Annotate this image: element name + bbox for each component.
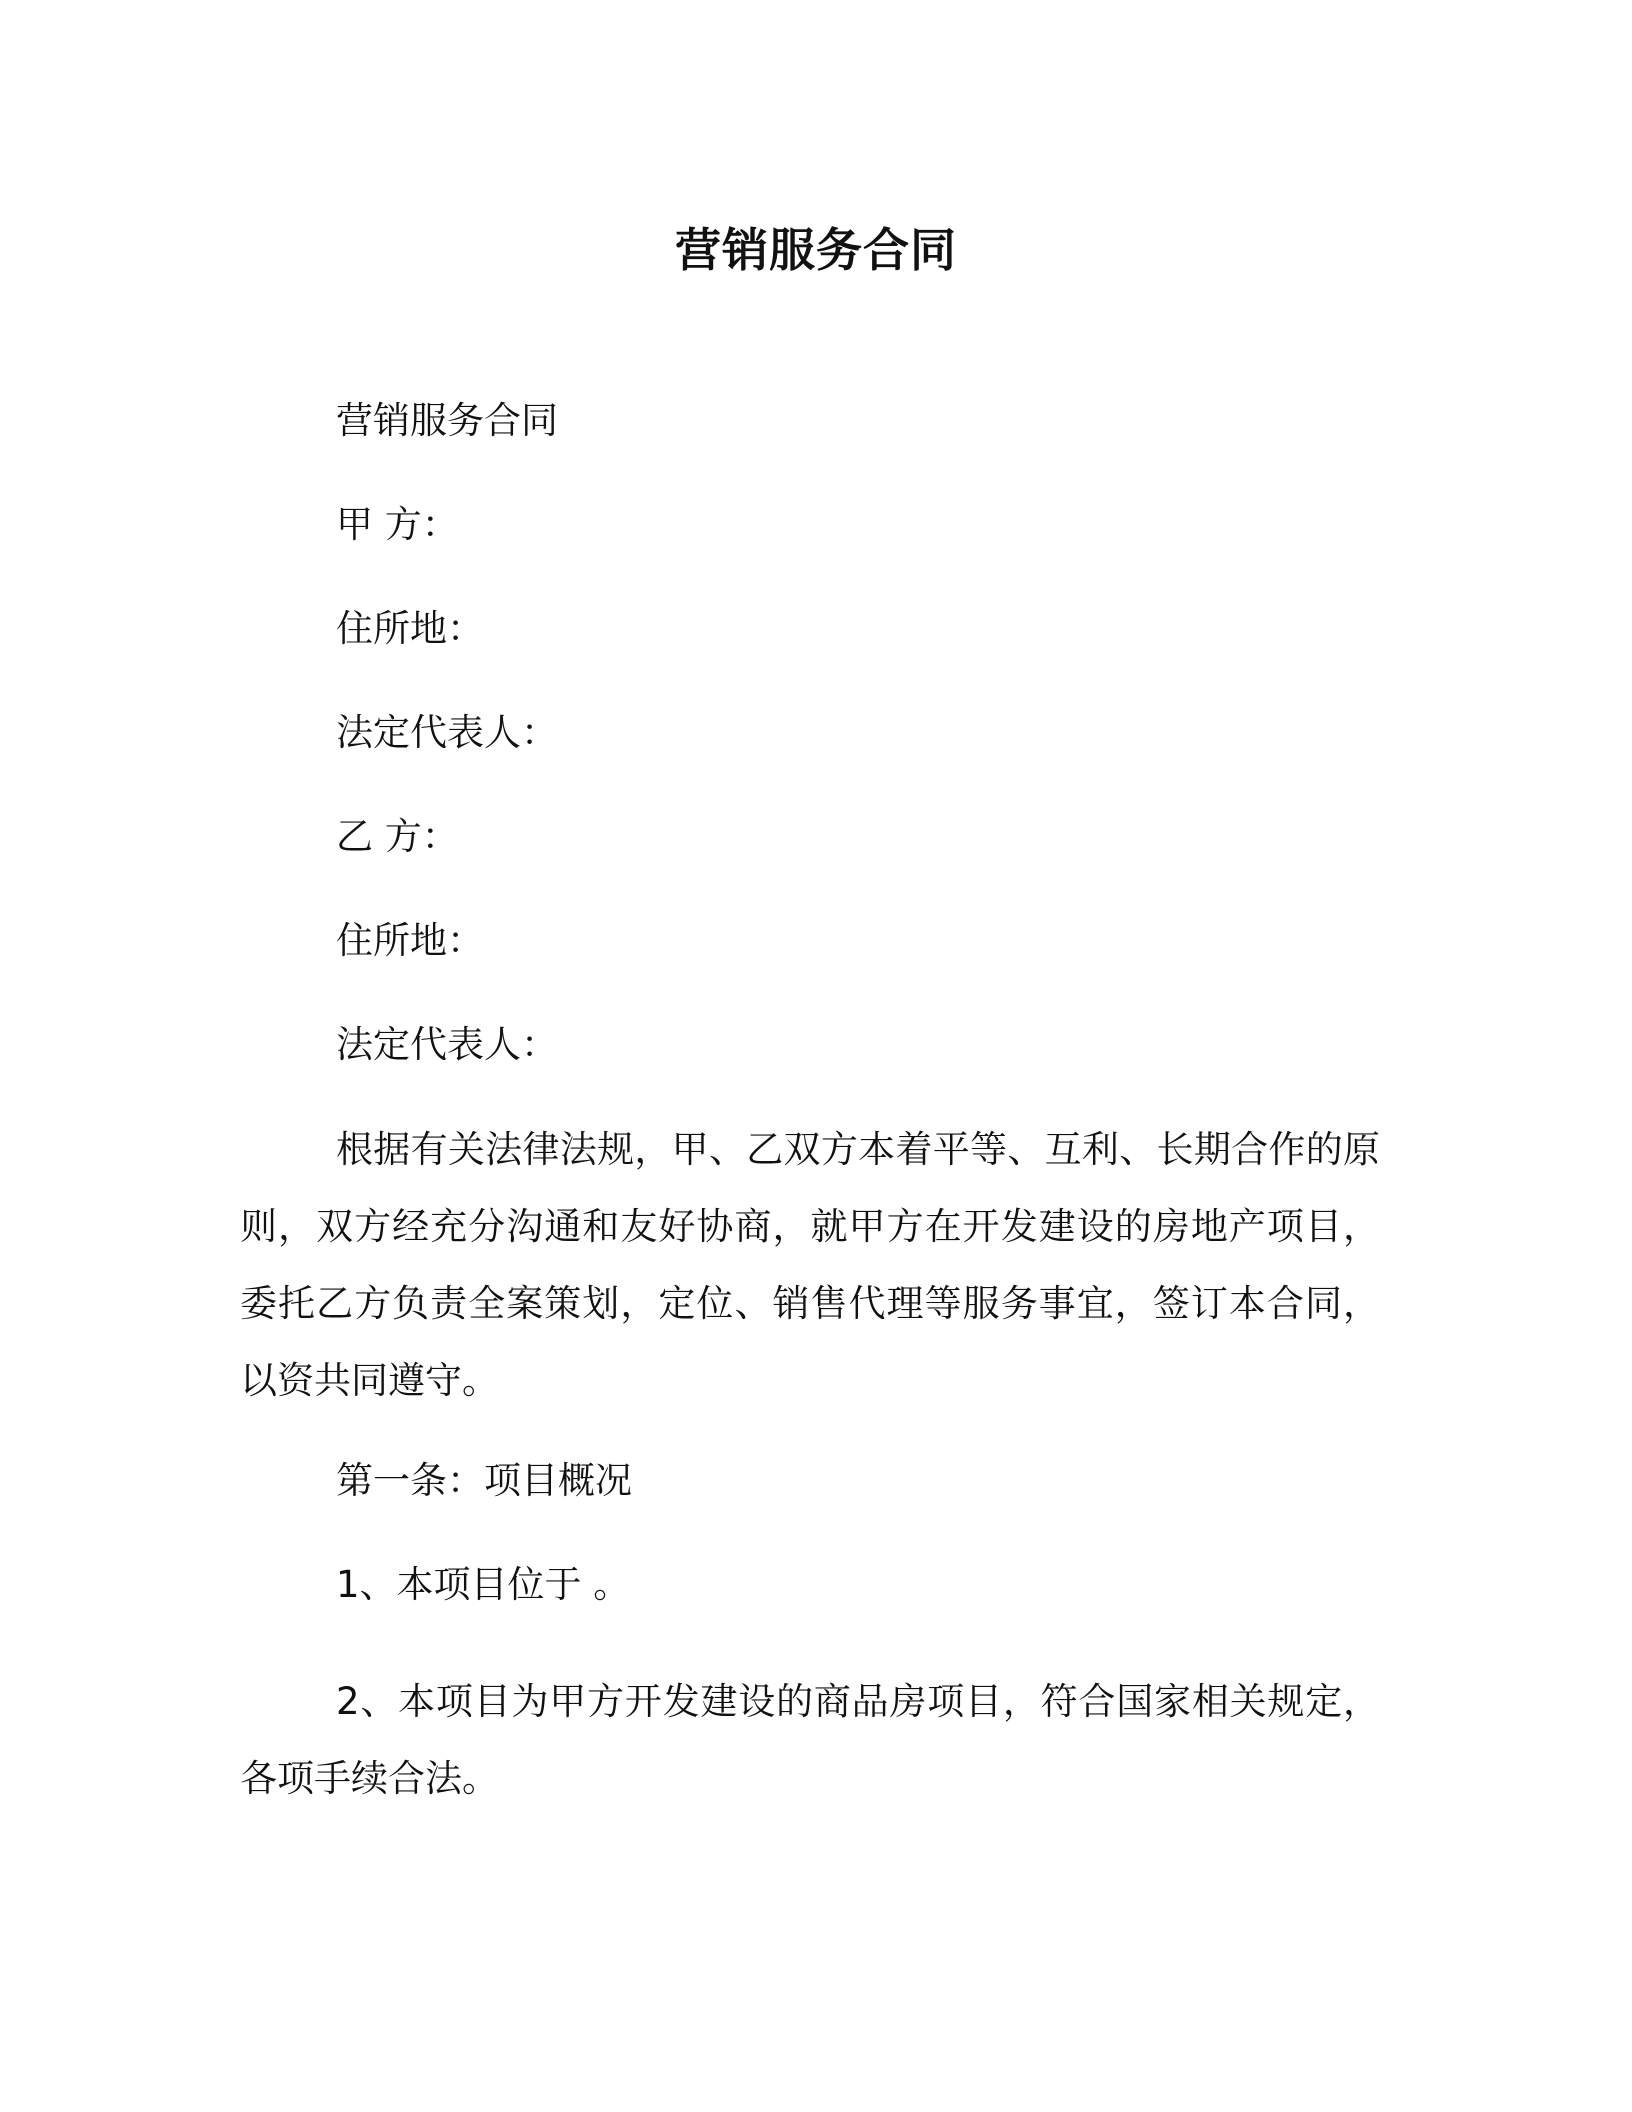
party-b-label: 乙 方： [336, 815, 459, 858]
article-1-heading: 第一条：项目概况 [336, 1459, 632, 1502]
party-a-address-label: 住所地： [336, 607, 484, 650]
party-a-label: 甲 方： [336, 503, 459, 546]
party-b-representative-label: 法定代表人： [336, 1023, 558, 1066]
article-1-item-1: 1、本项目位于 。 [336, 1563, 631, 1606]
document-title: 营销服务合同 [675, 223, 957, 277]
contract-subtitle: 营销服务合同 [336, 399, 558, 442]
article-1-item-2: 2、本项目为甲方开发建设的商品房项目，符合国家相关规定，各项手续合法。 [240, 1680, 1380, 1800]
party-b-address-label: 住所地： [336, 919, 484, 962]
party-a-representative-label: 法定代表人： [336, 711, 558, 754]
intro-paragraph: 根据有关法律法规，甲、乙双方本着平等、互利、长期合作的原则，双方经充分沟通和友好协商，就甲方在开发建设的房地产项目，委托乙方负责全案策划，定位、销售代理等服务事宜，签订本合同，以资共同遵守。 [240, 1128, 1380, 1402]
document-body [240, 395, 1380, 1853]
